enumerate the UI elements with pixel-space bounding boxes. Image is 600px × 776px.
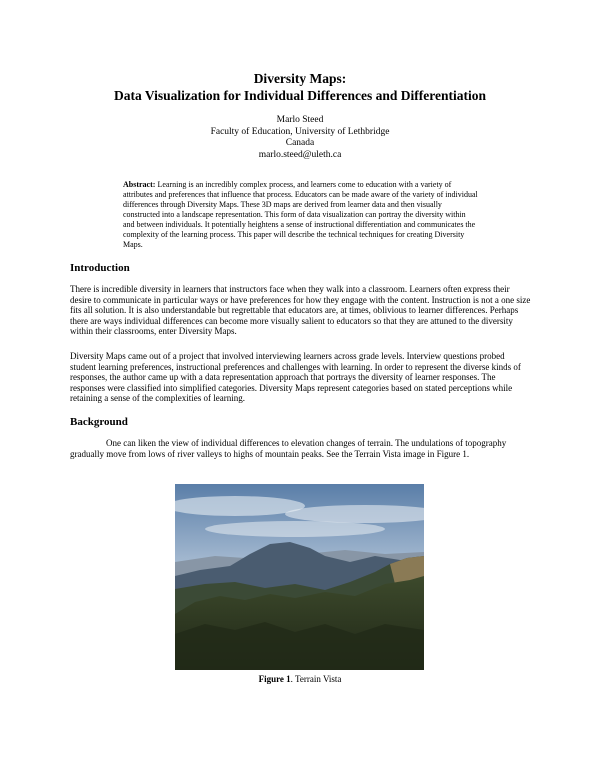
terrain-vista-image [175,484,424,670]
figure-caption-text: . Terrain Vista [290,674,342,684]
background-paragraph-1: One can liken the view of individual differences to elevation changes of terrain. The undulations of topography gradually move from lows of river valleys to highs of mountain peaks. See the Terrain Vista image in Figure 1. [70,438,507,459]
introduction-heading: Introduction [70,262,130,274]
author-country: Canada [285,138,315,148]
figure-label: Figure 1 [258,674,291,684]
background-heading: Background [70,416,128,428]
author-email: marlo.steed@uleth.ca [258,149,342,160]
title-line-1: Diversity Maps: [253,71,347,86]
author-affiliation: Faculty of Education, University of Lethbridge [210,126,390,137]
author-name: Marlo Steed [276,115,324,125]
introduction-paragraph-1: There is incredible diversity in learners that instructors face when they walk into a classroom. Learners often express their desire to communicate in particular ways or have preferences for how they engage with the content. Instruction is not a one size fits all solution. It is also understandable but regrettable that educators are, at times, oblivious to learner differences. Perhaps there are ways individual differences can become more visually salient to educators so that they are attuned to the diversity within their classrooms, enter Diversity Maps. [70,284,531,336]
title-line-2: Data Visualization for Individual Differences and Differentiation [113,88,486,103]
author-block [0,115,600,161]
abstract [123,180,479,250]
paper-title [0,70,600,104]
abstract-text: Learning is an incredibly complex process, and learners come to education with a variety of attributes and preferences that influence that process. Educators can be made aware of the variety of individual differences through Diversity Maps. These 3D maps are derived from learner data and then visually constructed into a landscape representation. This form of data visualization can portray the diversity within and between individuals. It potentially heightens a sense of instructional differentiation and communicates the complexity of the learning process. This paper will describe the technical techniques for creating Diversity Maps. [123,180,478,249]
abstract-label: Abstract: [123,180,156,189]
introduction-paragraph-2: Diversity Maps came out of a project that involved interviewing learners across grade levels. Interview questions probed student learning preferences, instructional preferences and challenges with learning. In order to represent the diverse kinds of responses, the author came up with a data representation approach that portrays the diversity of learner responses. The responses were classified into simplified categories. Diversity Maps represent categories based on stated perceptions while retaining a sense of the complexities of learning. [70,351,521,403]
figure-caption [0,674,600,684]
